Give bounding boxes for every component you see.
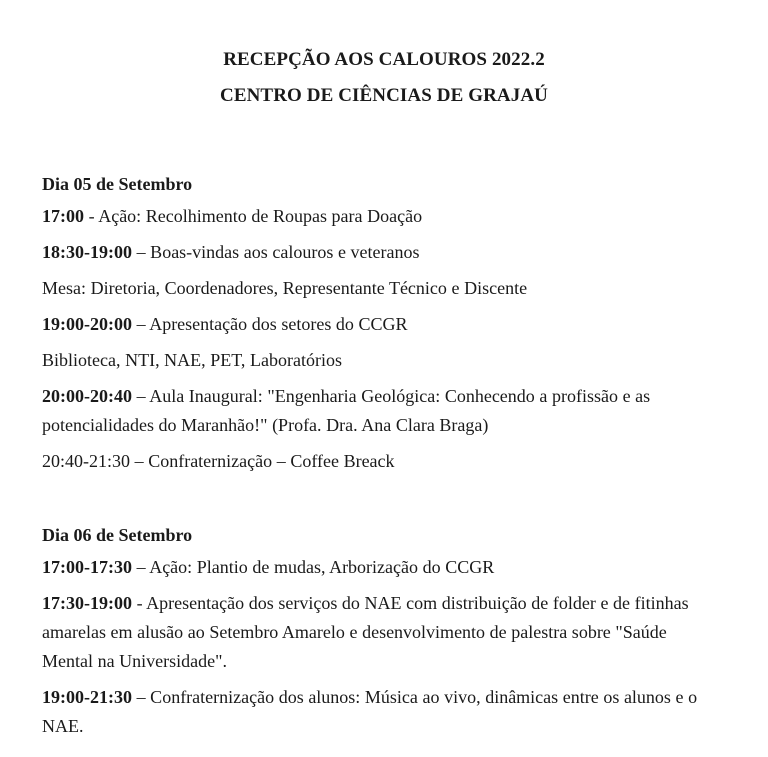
document-title-line-2: CENTRO DE CIÊNCIAS DE GRAJAÚ <box>220 85 548 106</box>
schedule-entry <box>42 589 704 683</box>
entry-description: – Ação: Plantio de mudas, Arborização do CCGR <box>131 557 495 577</box>
schedule-entry <box>42 274 704 310</box>
schedule-entry <box>42 346 704 382</box>
entry-description: Mesa: Diretoria, Coordenadores, Representante Técnico e Discente <box>42 278 528 298</box>
entry-time: 20:40-21:30 <box>42 451 130 471</box>
schedule-entry <box>42 238 704 274</box>
entry-description: – Confraternização – Coffee Breack <box>130 451 395 471</box>
schedule-entry <box>42 310 704 346</box>
schedule-entry <box>42 683 704 748</box>
entry-time: 17:00-17:30 <box>42 557 132 577</box>
schedule-entry <box>42 382 704 447</box>
document-title-line-1: RECEPÇÃO AOS CALOUROS 2022.2 <box>223 49 545 70</box>
schedule-entry <box>42 202 704 238</box>
entry-time: 17:00 <box>42 206 84 226</box>
entry-time: 18:30-19:00 <box>42 242 132 262</box>
entry-description: - Apresentação dos serviços do NAE com distribuição de folder e de fitinhas amarelas em alusão ao Setembro Amarelo e desenvolvimento de palestra sobre "Saúde Mental na Universidade". <box>42 593 689 671</box>
day-heading-05-setembro: Dia 05 de Setembro <box>42 174 193 194</box>
schedule-entry <box>42 447 704 483</box>
schedule-entry <box>42 553 704 589</box>
day-heading-06-setembro: Dia 06 de Setembro <box>42 525 193 545</box>
title-body-spacer <box>0 114 768 166</box>
entry-description: – Apresentação dos setores do CCGR <box>131 314 408 334</box>
day-section-spacer <box>42 483 704 517</box>
entry-description: - Ação: Recolhimento de Roupas para Doação <box>84 206 423 226</box>
entry-time: 17:30-19:00 <box>42 593 132 613</box>
day-1-entry-list <box>42 202 704 483</box>
entry-description: – Aula Inaugural: "Engenharia Geológica: Conhecendo a profissão e as potencialidades do Maranhão!" (Profa. Dra. Ana Clara Braga) <box>42 386 651 435</box>
schedule-body <box>42 166 704 748</box>
entry-time: 19:00-21:30 <box>42 687 132 707</box>
entry-time: 19:00-20:00 <box>42 314 132 334</box>
day-2-entry-list <box>42 553 704 748</box>
entry-description: – Boas-vindas aos calouros e veteranos <box>131 242 420 262</box>
entry-time: 20:00-20:40 <box>42 386 132 406</box>
entry-description: – Confraternização dos alunos: Música ao vivo, dinâmicas entre os alunos e o NAE. <box>42 687 698 736</box>
entry-description: Biblioteca, NTI, NAE, PET, Laboratórios <box>42 350 342 370</box>
